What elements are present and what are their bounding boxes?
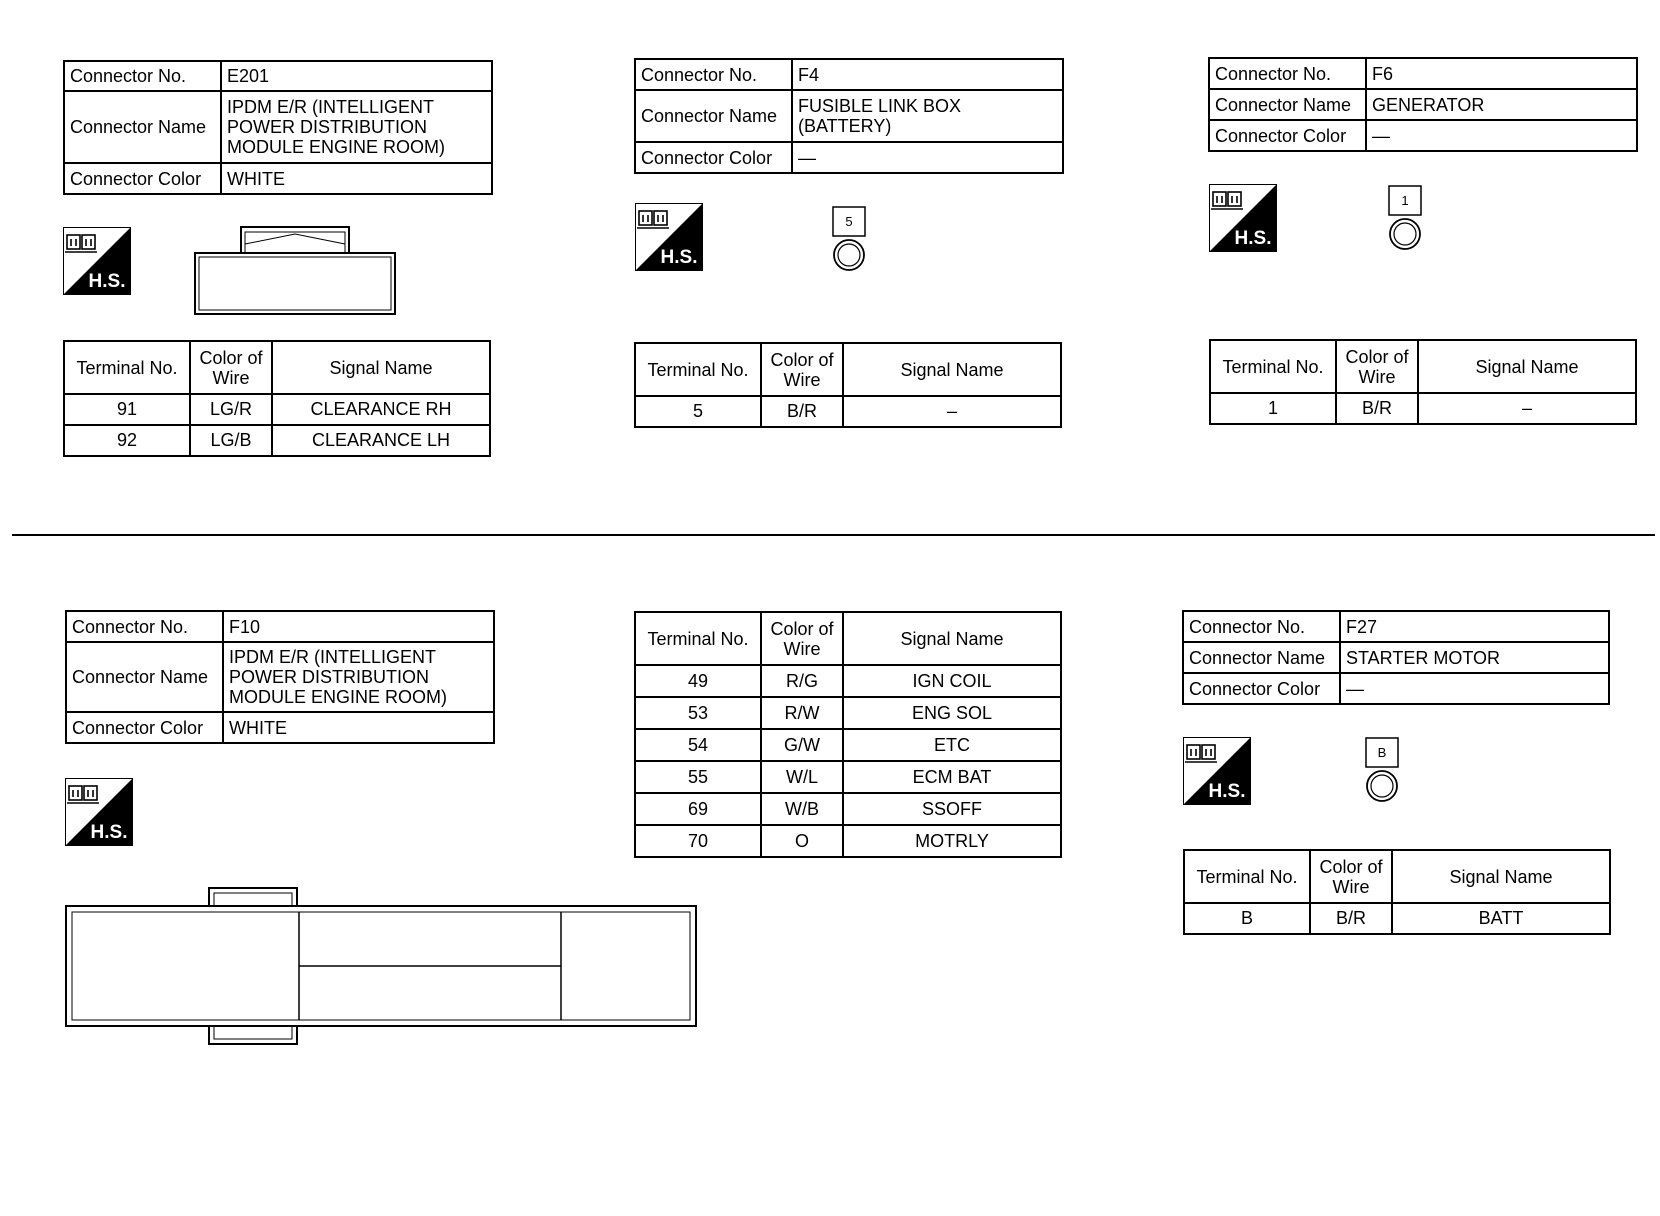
terminal-no: B (1184, 903, 1310, 934)
wire-color-header: Color of Wire (761, 612, 843, 665)
harness-side-icon (1209, 184, 1277, 252)
signal-name: SSOFF (843, 793, 1061, 825)
signal-name-header: Signal Name (272, 341, 490, 394)
f6-connector-face (1384, 185, 1426, 253)
wire-color: W/B (761, 793, 843, 825)
section-divider (12, 534, 1655, 536)
connector-name-line: IPDM E/R (INTELLIGENT (229, 647, 437, 667)
terminal-no: 53 (635, 697, 761, 729)
signal-name: MOTRLY (843, 825, 1061, 857)
wire-color-header: Color of Wire (761, 343, 843, 396)
connector-no-value: F27 (1340, 611, 1609, 642)
hs-label: H.S. (660, 247, 698, 268)
connector-name-value (223, 642, 494, 712)
f6-terminal-table (1209, 339, 1637, 425)
f27-terminal-table (1183, 849, 1611, 935)
wire-color: R/G (761, 665, 843, 697)
connector-name-line: IPDM E/R (INTELLIGENT (227, 97, 435, 117)
connector-no-label: Connector No. (64, 61, 221, 91)
connector-no-value: F4 (792, 59, 1063, 90)
connector-color-value: WHITE (223, 712, 494, 743)
signal-name: IGN COIL (843, 665, 1061, 697)
terminal-no-header: Terminal No. (64, 341, 190, 394)
hs-label: H.S. (1208, 781, 1246, 802)
connector-name-line: MODULE ENGINE ROOM) (227, 137, 446, 157)
signal-name: CLEARANCE LH (272, 425, 490, 456)
signal-name: BATT (1392, 903, 1610, 934)
terminal-no: 92 (64, 425, 190, 456)
table-row (1210, 393, 1636, 424)
pin-label: 1 (1401, 193, 1409, 208)
harness-side-icon (1183, 737, 1251, 805)
connector-name-line: POWER DISTRIBUTION (227, 117, 428, 137)
table-row (635, 396, 1061, 427)
terminal-no: 70 (635, 825, 761, 857)
f10-connector-face (64, 886, 699, 1048)
wire-color: B/R (761, 396, 843, 427)
connector-name-line: FUSIBLE LINK BOX (798, 96, 962, 116)
connector-color-label: Connector Color (1183, 673, 1340, 704)
signal-name: CLEARANCE RH (272, 394, 490, 425)
terminal-no: 1 (1210, 393, 1336, 424)
signal-name: ECM BAT (843, 761, 1061, 793)
terminal-no-header: Terminal No. (635, 343, 761, 396)
e201-terminal-table (63, 340, 491, 457)
signal-name-header: Signal Name (843, 343, 1061, 396)
connector-no-label: Connector No. (1183, 611, 1340, 642)
wire-color: G/W (761, 729, 843, 761)
terminal-no: 49 (635, 665, 761, 697)
terminal-no-header: Terminal No. (1210, 340, 1336, 393)
harness-side-icon (63, 227, 131, 295)
connector-name-value (792, 90, 1063, 142)
connector-name-label: Connector Name (64, 91, 221, 163)
connector-no-value: E201 (221, 61, 492, 91)
connector-no-value: F10 (223, 611, 494, 642)
signal-name: – (1418, 393, 1636, 424)
connector-color-value: — (1366, 120, 1637, 151)
f4-connector-face (828, 206, 870, 274)
connector-color-value: — (1340, 673, 1609, 704)
table-row (635, 825, 1061, 857)
f27-connector-face (1361, 737, 1403, 805)
connector-name-label: Connector Name (635, 90, 792, 142)
connector-color-label: Connector Color (635, 142, 792, 173)
wire-color-header: Color of Wire (190, 341, 272, 394)
f27-connector-info (1182, 610, 1610, 705)
wire-color: B/R (1310, 903, 1392, 934)
signal-name: – (843, 396, 1061, 427)
table-row (635, 761, 1061, 793)
connector-no-label: Connector No. (1209, 58, 1366, 89)
connector-name-label: Connector Name (1209, 89, 1366, 120)
wire-color-header: Color of Wire (1310, 850, 1392, 903)
terminal-no: 91 (64, 394, 190, 425)
connector-color-label: Connector Color (1209, 120, 1366, 151)
f4-connector-info (634, 58, 1064, 174)
harness-side-icon (635, 203, 703, 271)
connector-name-line: POWER DISTRIBUTION (229, 667, 430, 687)
f10-terminal-table (634, 611, 1062, 858)
wire-color: R/W (761, 697, 843, 729)
pin-label: B (1377, 745, 1387, 760)
connector-name-value (221, 91, 492, 163)
wire-color-header: Color of Wire (1336, 340, 1418, 393)
connector-no-value: F6 (1366, 58, 1637, 89)
f10-connector-info (65, 610, 495, 744)
terminal-no: 55 (635, 761, 761, 793)
wire-color: B/R (1336, 393, 1418, 424)
signal-name-header: Signal Name (1418, 340, 1636, 393)
table-row (64, 394, 490, 425)
hs-label: H.S. (90, 822, 128, 843)
pin-label: 5 (845, 214, 853, 229)
e201-connector-info (63, 60, 493, 195)
connector-color-value: — (792, 142, 1063, 173)
connector-name-label: Connector Name (66, 642, 223, 712)
connector-name-line: (BATTERY) (798, 116, 892, 136)
signal-name-header: Signal Name (1392, 850, 1610, 903)
connector-no-label: Connector No. (66, 611, 223, 642)
terminal-no: 5 (635, 396, 761, 427)
connector-name-line: MODULE ENGINE ROOM) (229, 687, 448, 707)
connector-name-label: Connector Name (1183, 642, 1340, 673)
signal-name-header: Signal Name (843, 612, 1061, 665)
harness-side-icon (65, 778, 133, 846)
connector-color-label: Connector Color (64, 163, 221, 194)
terminal-no-header: Terminal No. (635, 612, 761, 665)
terminal-no: 69 (635, 793, 761, 825)
connector-no-label: Connector No. (635, 59, 792, 90)
table-row (1184, 903, 1610, 934)
connector-color-value: WHITE (221, 163, 492, 194)
hs-label: H.S. (1234, 228, 1272, 249)
table-row (635, 697, 1061, 729)
signal-name: ENG SOL (843, 697, 1061, 729)
terminal-no-header: Terminal No. (1184, 850, 1310, 903)
hs-label: H.S. (88, 271, 126, 292)
f4-terminal-table (634, 342, 1062, 428)
wire-color: W/L (761, 761, 843, 793)
connector-name-value: GENERATOR (1366, 89, 1637, 120)
table-row (64, 425, 490, 456)
e201-connector-face (194, 224, 396, 316)
signal-name: ETC (843, 729, 1061, 761)
wire-color: LG/B (190, 425, 272, 456)
f6-connector-info (1208, 57, 1638, 152)
table-row (635, 729, 1061, 761)
table-row (635, 665, 1061, 697)
terminal-no: 54 (635, 729, 761, 761)
table-row (635, 793, 1061, 825)
connector-color-label: Connector Color (66, 712, 223, 743)
wire-color: O (761, 825, 843, 857)
wire-color: LG/R (190, 394, 272, 425)
connector-name-value: STARTER MOTOR (1340, 642, 1609, 673)
